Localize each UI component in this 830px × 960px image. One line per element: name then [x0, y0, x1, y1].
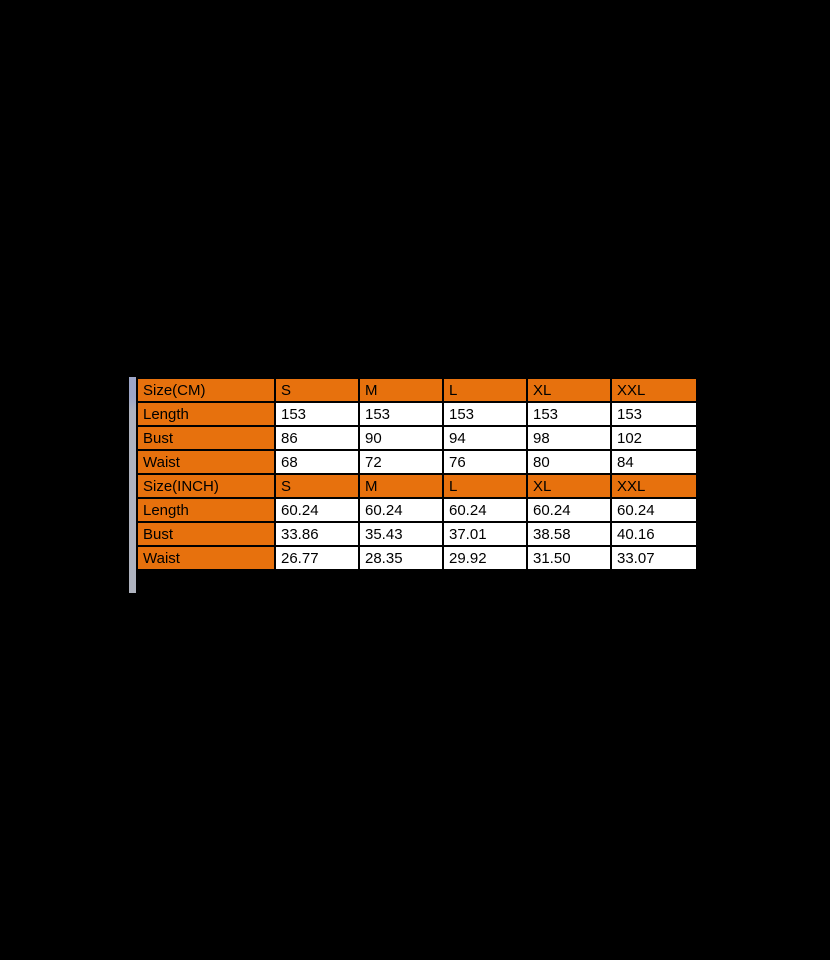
- value-cell: 28.35: [359, 546, 443, 570]
- header-cell: M: [359, 474, 443, 498]
- table-row: [137, 546, 697, 570]
- header-cell: M: [359, 378, 443, 402]
- header-cell: L: [443, 474, 527, 498]
- value-cell: 33.07: [611, 546, 697, 570]
- header-cell: XL: [527, 378, 611, 402]
- value-cell: 35.43: [359, 522, 443, 546]
- value-cell: 60.24: [275, 498, 359, 522]
- value-cell: 60.24: [443, 498, 527, 522]
- table-side-strip: [129, 377, 136, 593]
- value-cell: 37.01: [443, 522, 527, 546]
- value-cell: 153: [275, 402, 359, 426]
- row-label-cell: Bust: [137, 426, 275, 450]
- header-cell: XXL: [611, 474, 697, 498]
- value-cell: 98: [527, 426, 611, 450]
- table-row: [137, 378, 697, 402]
- value-cell: 76: [443, 450, 527, 474]
- value-cell: 40.16: [611, 522, 697, 546]
- header-cell: S: [275, 474, 359, 498]
- value-cell: 31.50: [527, 546, 611, 570]
- value-cell: 33.86: [275, 522, 359, 546]
- value-cell: 60.24: [527, 498, 611, 522]
- value-cell: 153: [527, 402, 611, 426]
- header-cell: XXL: [611, 378, 697, 402]
- value-cell: 84: [611, 450, 697, 474]
- value-cell: 68: [275, 450, 359, 474]
- value-cell: 38.58: [527, 522, 611, 546]
- value-cell: 60.24: [359, 498, 443, 522]
- table-row: [137, 474, 697, 498]
- value-cell: 153: [611, 402, 697, 426]
- value-cell: 153: [359, 402, 443, 426]
- value-cell: 90: [359, 426, 443, 450]
- table-row: [137, 426, 697, 450]
- row-label-cell: Waist: [137, 546, 275, 570]
- header-cell: XL: [527, 474, 611, 498]
- value-cell: 153: [443, 402, 527, 426]
- table-row: [137, 522, 697, 546]
- header-cell: L: [443, 378, 527, 402]
- table-row: [137, 450, 697, 474]
- value-cell: 29.92: [443, 546, 527, 570]
- table-row: [137, 402, 697, 426]
- header-cell: Size(CM): [137, 378, 275, 402]
- header-cell: S: [275, 378, 359, 402]
- table-row: [137, 498, 697, 522]
- value-cell: 94: [443, 426, 527, 450]
- value-cell: 102: [611, 426, 697, 450]
- value-cell: 86: [275, 426, 359, 450]
- value-cell: 80: [527, 450, 611, 474]
- value-cell: 60.24: [611, 498, 697, 522]
- header-cell: Size(INCH): [137, 474, 275, 498]
- size-chart-table: [136, 377, 698, 571]
- row-label-cell: Bust: [137, 522, 275, 546]
- row-label-cell: Length: [137, 498, 275, 522]
- row-label-cell: Waist: [137, 450, 275, 474]
- row-label-cell: Length: [137, 402, 275, 426]
- value-cell: 26.77: [275, 546, 359, 570]
- value-cell: 72: [359, 450, 443, 474]
